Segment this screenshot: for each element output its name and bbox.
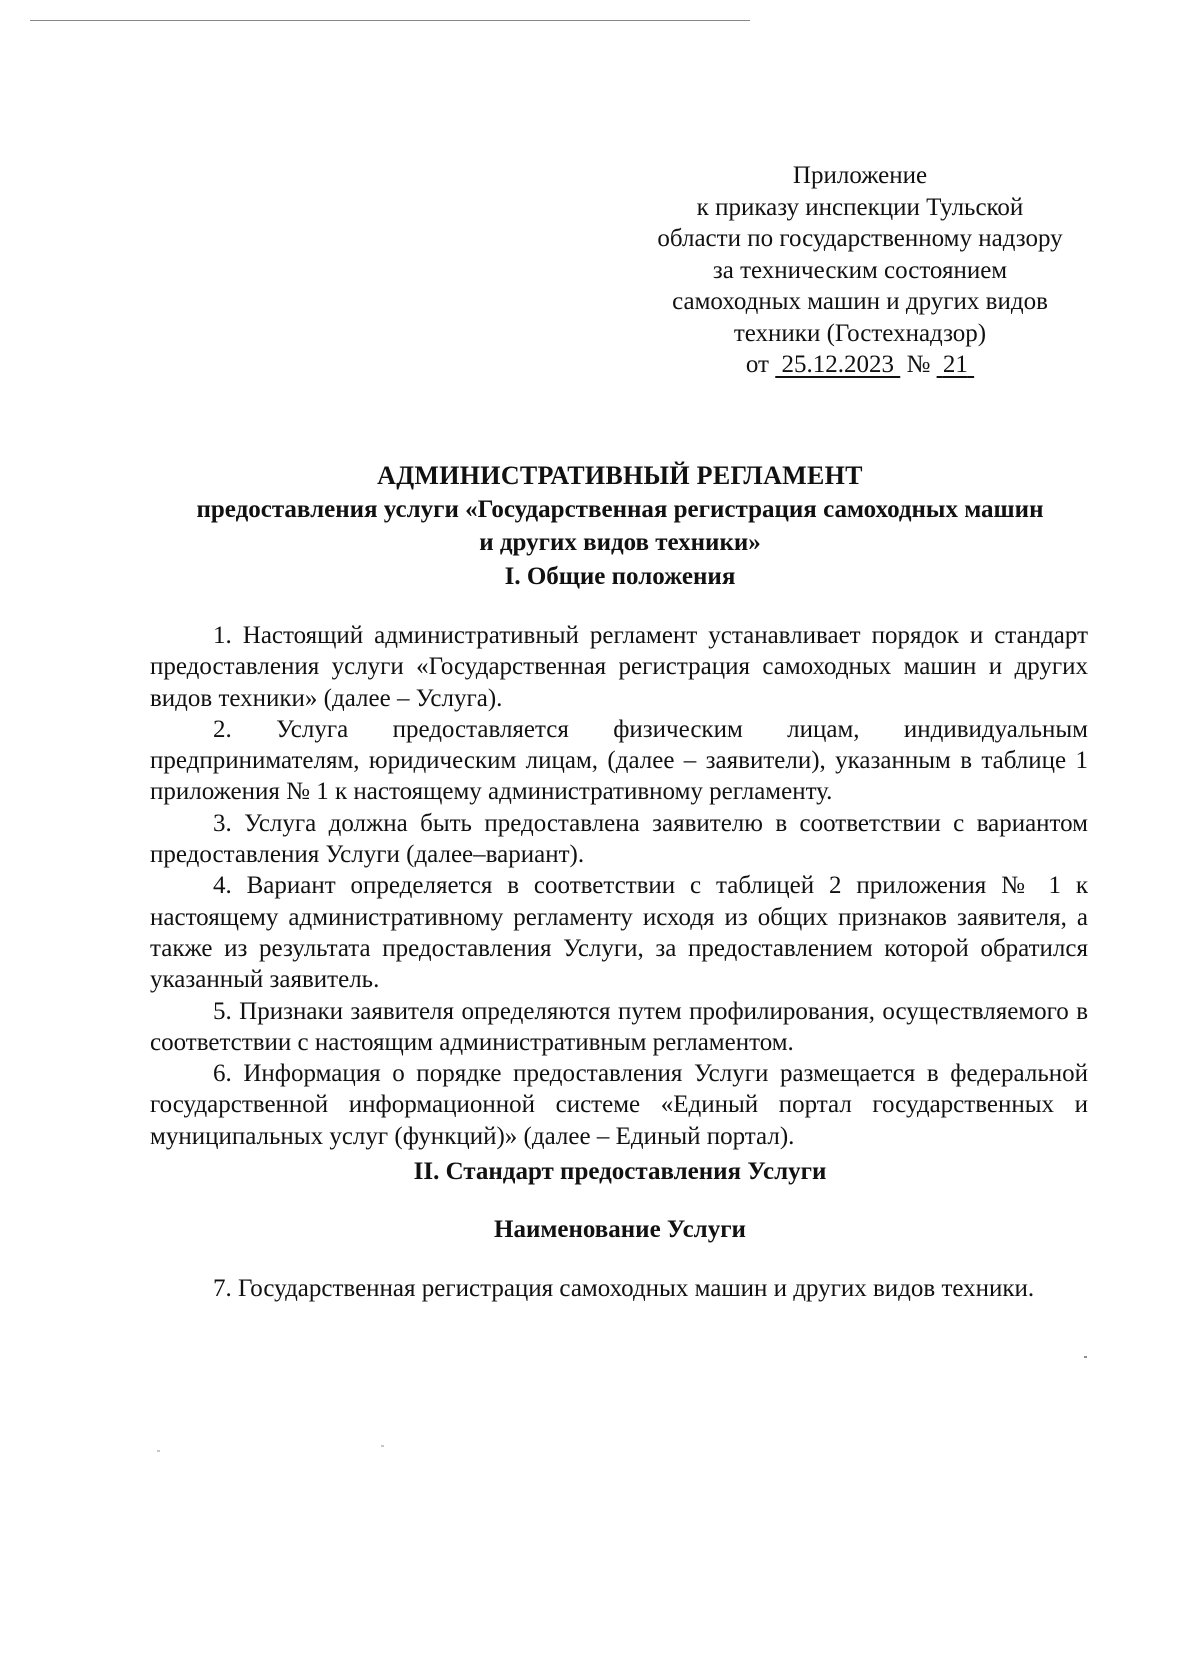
date-prefix: от xyxy=(745,351,769,378)
order-date-value: 25.12.2023 xyxy=(781,351,894,378)
appendix-line: Приложение xyxy=(792,162,928,189)
document-subtitle-line-2: и других видов техники» xyxy=(479,529,761,556)
order-number-value: 21 xyxy=(942,351,968,378)
section-1-body xyxy=(150,620,1088,1152)
appendix-line: области по государственному надзору xyxy=(657,225,1063,252)
appendix-line: техники (Гостехнадзор) xyxy=(733,319,987,347)
paragraph: 5. Признаки заявителя определяются путем профилирования, осуществляемого в соответствии с настоящим административным регламентом. xyxy=(150,997,1088,1056)
appendix-line: самоходных машин и других видов xyxy=(672,288,1048,315)
paragraph: 2. Услуга предоставляется физическим лицам, индивидуальным предпринимателям, юридическим лицам, (далее – заявители), указанным в таблице 1 приложения № 1 к настоящему административному регламенту. xyxy=(150,715,1088,806)
paragraph: 7. Государственная регистрация самоходных машин и других видов техники. xyxy=(213,1275,1035,1302)
document-title-block xyxy=(150,460,1090,558)
paragraph: 6. Информация о порядке предоставления Услуги размещается в федеральной государственной информационной системе «Единый портал государственных и муниципальных услуг (функций)» (далее – Единый портал). xyxy=(150,1060,1088,1150)
paragraph: 3. Услуга должна быть предоставлена заявителю в соответствии с вариантом предоставления Услуги (далее–вариант). xyxy=(150,809,1088,869)
paragraph: 4. Вариант определяется в соответствии с таблицей 2 приложения № 1 к настоящему административному регламенту исходя из общих признаков заявителя, а также из результата предоставления Услуги, за предоставлением которой обратился указанный заявитель. xyxy=(150,872,1088,994)
document-subtitle-line-1: предоставления услуги «Государственная регистрация самоходных машин xyxy=(196,496,1044,523)
appendix-line: за техническим состоянием xyxy=(712,256,1008,284)
scan-artifact-line xyxy=(30,20,750,21)
number-prefix: № xyxy=(906,351,931,378)
section-2-heading: II. Стандарт предоставления Услуги xyxy=(413,1158,827,1185)
section-2-subheading: Наименование Услуги xyxy=(494,1216,746,1243)
order-date-line xyxy=(600,349,1120,381)
appendix-block xyxy=(600,160,1120,381)
appendix-line: к приказу инспекции Тульской xyxy=(696,193,1024,221)
scan-speck xyxy=(1084,1356,1087,1358)
section-2-body xyxy=(150,1273,1088,1304)
scan-speck xyxy=(157,1450,160,1452)
section-1-heading: I. Общие положения xyxy=(504,563,736,590)
paragraph: 1. Настоящий административный регламент устанавливает порядок и стандарт предоставления услуги «Государственная регистрация самоходных машин и других видов техники» (далее – Услуга). xyxy=(150,622,1088,712)
document-title: АДМИНИСТРАТИВНЫЙ РЕГЛАМЕНТ xyxy=(377,461,863,490)
scan-speck xyxy=(381,1445,384,1447)
